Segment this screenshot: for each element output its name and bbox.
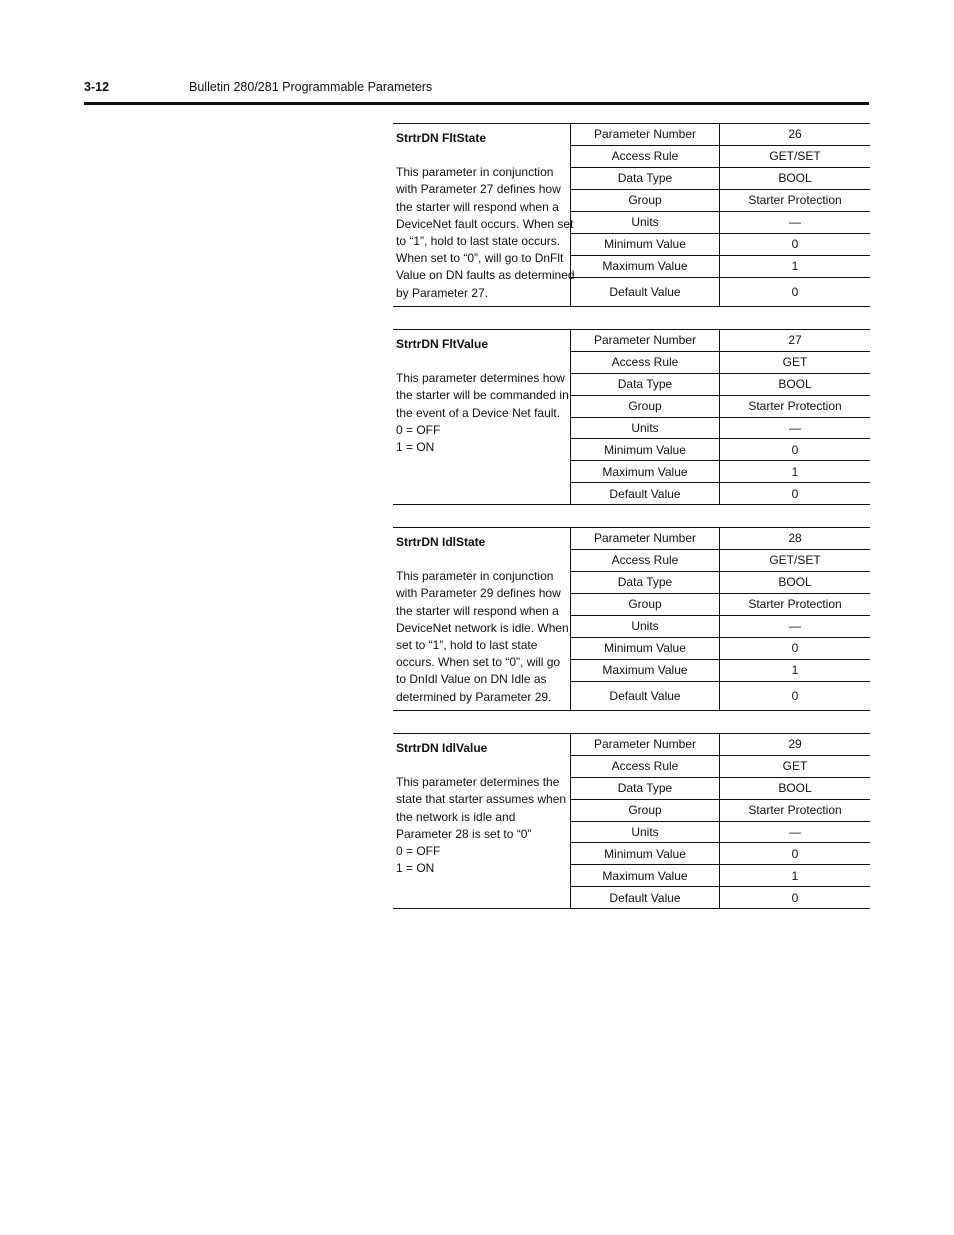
parameter-block xyxy=(393,733,870,909)
attribute-row xyxy=(571,638,870,660)
parameter-description xyxy=(393,734,571,908)
attribute-row xyxy=(571,374,870,396)
attribute-row xyxy=(571,734,870,756)
attribute-row xyxy=(571,190,870,212)
attribute-row xyxy=(571,822,870,844)
attribute-label: Parameter Number xyxy=(571,330,720,351)
attribute-row xyxy=(571,660,870,682)
parameter-description xyxy=(393,330,571,504)
description-line: DeviceNet fault occurs. When set xyxy=(396,216,574,231)
attribute-value: — xyxy=(789,215,801,230)
attribute-row xyxy=(571,756,870,778)
attribute-row xyxy=(571,278,870,306)
parameter-block xyxy=(393,329,870,505)
attribute-value: 1 xyxy=(791,663,799,678)
attribute-label: Units xyxy=(571,418,720,439)
attribute-row xyxy=(571,396,870,418)
attribute-row xyxy=(571,418,870,440)
attribute-label: Group xyxy=(571,594,720,615)
attribute-value: GET/SET xyxy=(769,553,821,568)
attribute-label: Units xyxy=(571,616,720,637)
attribute-label: Default Value xyxy=(571,682,720,710)
attribute-value: BOOL xyxy=(778,575,812,590)
description-line: 0 = OFF xyxy=(396,422,441,437)
attribute-row xyxy=(571,256,870,278)
description-line: When set to “0”, will go to DnFlt xyxy=(396,251,564,266)
attribute-label: Access Rule xyxy=(571,550,720,571)
header-rule xyxy=(84,102,869,105)
attribute-row xyxy=(571,461,870,483)
description-line: This parameter in conjunction xyxy=(396,165,554,180)
attribute-label: Group xyxy=(571,190,720,211)
attribute-label: Access Rule xyxy=(571,146,720,167)
description-line: to DnIdl Value on DN Idle as xyxy=(396,672,547,687)
attribute-label: Data Type xyxy=(571,778,720,799)
attribute-row xyxy=(571,168,870,190)
attribute-row xyxy=(571,528,870,550)
description-line: 1 = ON xyxy=(396,861,435,876)
attribute-value: 0 xyxy=(791,890,799,905)
attribute-label: Default Value xyxy=(571,483,720,504)
description-line: This parameter in conjunction xyxy=(396,569,554,584)
attribute-value: — xyxy=(789,619,801,634)
running-header-title: Bulletin 280/281 Programmable Parameters xyxy=(189,80,433,94)
description-line: to “1”, hold to last state occurs. xyxy=(396,234,561,249)
attribute-value: GET xyxy=(782,759,808,774)
attribute-label: Parameter Number xyxy=(571,124,720,145)
attribute-value: 0 xyxy=(791,237,799,252)
attribute-label: Minimum Value xyxy=(571,638,720,659)
attribute-row xyxy=(571,843,870,865)
description-line: state that starter assumes when xyxy=(396,792,567,807)
attribute-row xyxy=(571,572,870,594)
attribute-value: BOOL xyxy=(778,781,812,796)
attribute-value: 0 xyxy=(791,486,799,501)
attribute-row xyxy=(571,594,870,616)
description-line: This parameter determines how xyxy=(396,371,565,386)
attribute-value: 26 xyxy=(788,127,802,142)
attribute-label: Maximum Value xyxy=(571,256,720,277)
parameter-block xyxy=(393,123,870,307)
attribute-label: Group xyxy=(571,396,720,417)
attribute-label: Minimum Value xyxy=(571,439,720,460)
attribute-table xyxy=(571,734,870,908)
description-line: occurs. When set to “0”, will go xyxy=(396,655,561,670)
attribute-label: Maximum Value xyxy=(571,461,720,482)
attribute-row xyxy=(571,778,870,800)
attribute-row xyxy=(571,887,870,908)
attribute-label: Maximum Value xyxy=(571,865,720,886)
attribute-value: BOOL xyxy=(778,171,812,186)
attribute-value: 0 xyxy=(791,442,799,457)
attribute-value: 1 xyxy=(791,868,799,883)
description-line: DeviceNet network is idle. When xyxy=(396,620,569,635)
attribute-value: Starter Protection xyxy=(748,803,842,818)
parameter-description xyxy=(393,124,575,306)
attribute-row xyxy=(571,865,870,887)
description-line: the starter will respond when a xyxy=(396,603,559,618)
description-line: determined by Parameter 29. xyxy=(396,689,552,704)
attribute-row xyxy=(571,352,870,374)
attribute-label: Parameter Number xyxy=(571,528,720,549)
attribute-value: Starter Protection xyxy=(748,597,842,612)
description-line: the event of a Device Net fault. xyxy=(396,405,561,420)
attribute-row xyxy=(571,800,870,822)
attribute-table xyxy=(571,330,870,504)
attribute-row xyxy=(571,439,870,461)
attribute-row xyxy=(571,616,870,638)
attribute-value: GET/SET xyxy=(769,149,821,164)
description-line: with Parameter 29 defines how xyxy=(396,586,561,601)
attribute-label: Group xyxy=(571,800,720,821)
attribute-row xyxy=(571,234,870,256)
attribute-value: 0 xyxy=(791,846,799,861)
attribute-table xyxy=(571,124,870,306)
attribute-value: 1 xyxy=(791,259,799,274)
attribute-label: Default Value xyxy=(571,278,720,306)
parameter-description xyxy=(393,528,571,710)
attribute-value: 0 xyxy=(791,641,799,656)
attribute-value: 1 xyxy=(791,464,799,479)
description-line: the starter will be commanded in xyxy=(396,388,569,403)
description-line: with Parameter 27 defines how xyxy=(396,182,561,197)
attribute-label: Units xyxy=(571,212,720,233)
attribute-value: GET xyxy=(782,355,808,370)
attribute-label: Access Rule xyxy=(571,756,720,777)
attribute-label: Minimum Value xyxy=(571,843,720,864)
attribute-value: — xyxy=(789,824,801,839)
page-number: 3-12 xyxy=(84,80,110,94)
description-line: by Parameter 27. xyxy=(396,285,489,300)
attribute-label: Parameter Number xyxy=(571,734,720,755)
attribute-row xyxy=(571,483,870,504)
parameter-name: StrtrDN FltState xyxy=(396,131,487,145)
description-line: the network is idle and xyxy=(396,809,516,824)
attribute-row xyxy=(571,146,870,168)
attribute-value: 29 xyxy=(788,737,802,752)
attribute-value: Starter Protection xyxy=(748,399,842,414)
attribute-value: Starter Protection xyxy=(748,193,842,208)
attribute-label: Access Rule xyxy=(571,352,720,373)
attribute-row xyxy=(571,212,870,234)
attribute-value: 27 xyxy=(788,333,802,348)
attribute-row xyxy=(571,124,870,146)
attribute-label: Minimum Value xyxy=(571,234,720,255)
attribute-row xyxy=(571,550,870,572)
description-line: Parameter 28 is set to “0” xyxy=(396,826,532,841)
description-line: 1 = ON xyxy=(396,440,435,455)
attribute-label: Units xyxy=(571,822,720,843)
attribute-value: — xyxy=(789,420,801,435)
attribute-value: 0 xyxy=(791,688,799,703)
attribute-label: Data Type xyxy=(571,374,720,395)
attribute-value: 0 xyxy=(791,284,799,299)
attribute-table xyxy=(571,528,870,710)
parameter-name: StrtrDN FltValue xyxy=(396,337,489,351)
attribute-label: Maximum Value xyxy=(571,660,720,681)
attribute-row xyxy=(571,330,870,352)
parameter-block xyxy=(393,527,870,711)
attribute-label: Data Type xyxy=(571,168,720,189)
attribute-value: BOOL xyxy=(778,377,812,392)
description-line: This parameter determines the xyxy=(396,775,560,790)
attribute-label: Default Value xyxy=(571,887,720,908)
attribute-label: Data Type xyxy=(571,572,720,593)
attribute-row xyxy=(571,682,870,710)
description-line: 0 = OFF xyxy=(396,844,441,859)
parameter-name: StrtrDN IdlValue xyxy=(396,741,488,755)
parameter-name: StrtrDN IdlState xyxy=(396,535,486,549)
description-line: Value on DN faults as determined xyxy=(396,268,575,283)
attribute-value: 28 xyxy=(788,531,802,546)
description-line: set to “1”, hold to last state xyxy=(396,638,538,653)
description-line: the starter will respond when a xyxy=(396,199,559,214)
